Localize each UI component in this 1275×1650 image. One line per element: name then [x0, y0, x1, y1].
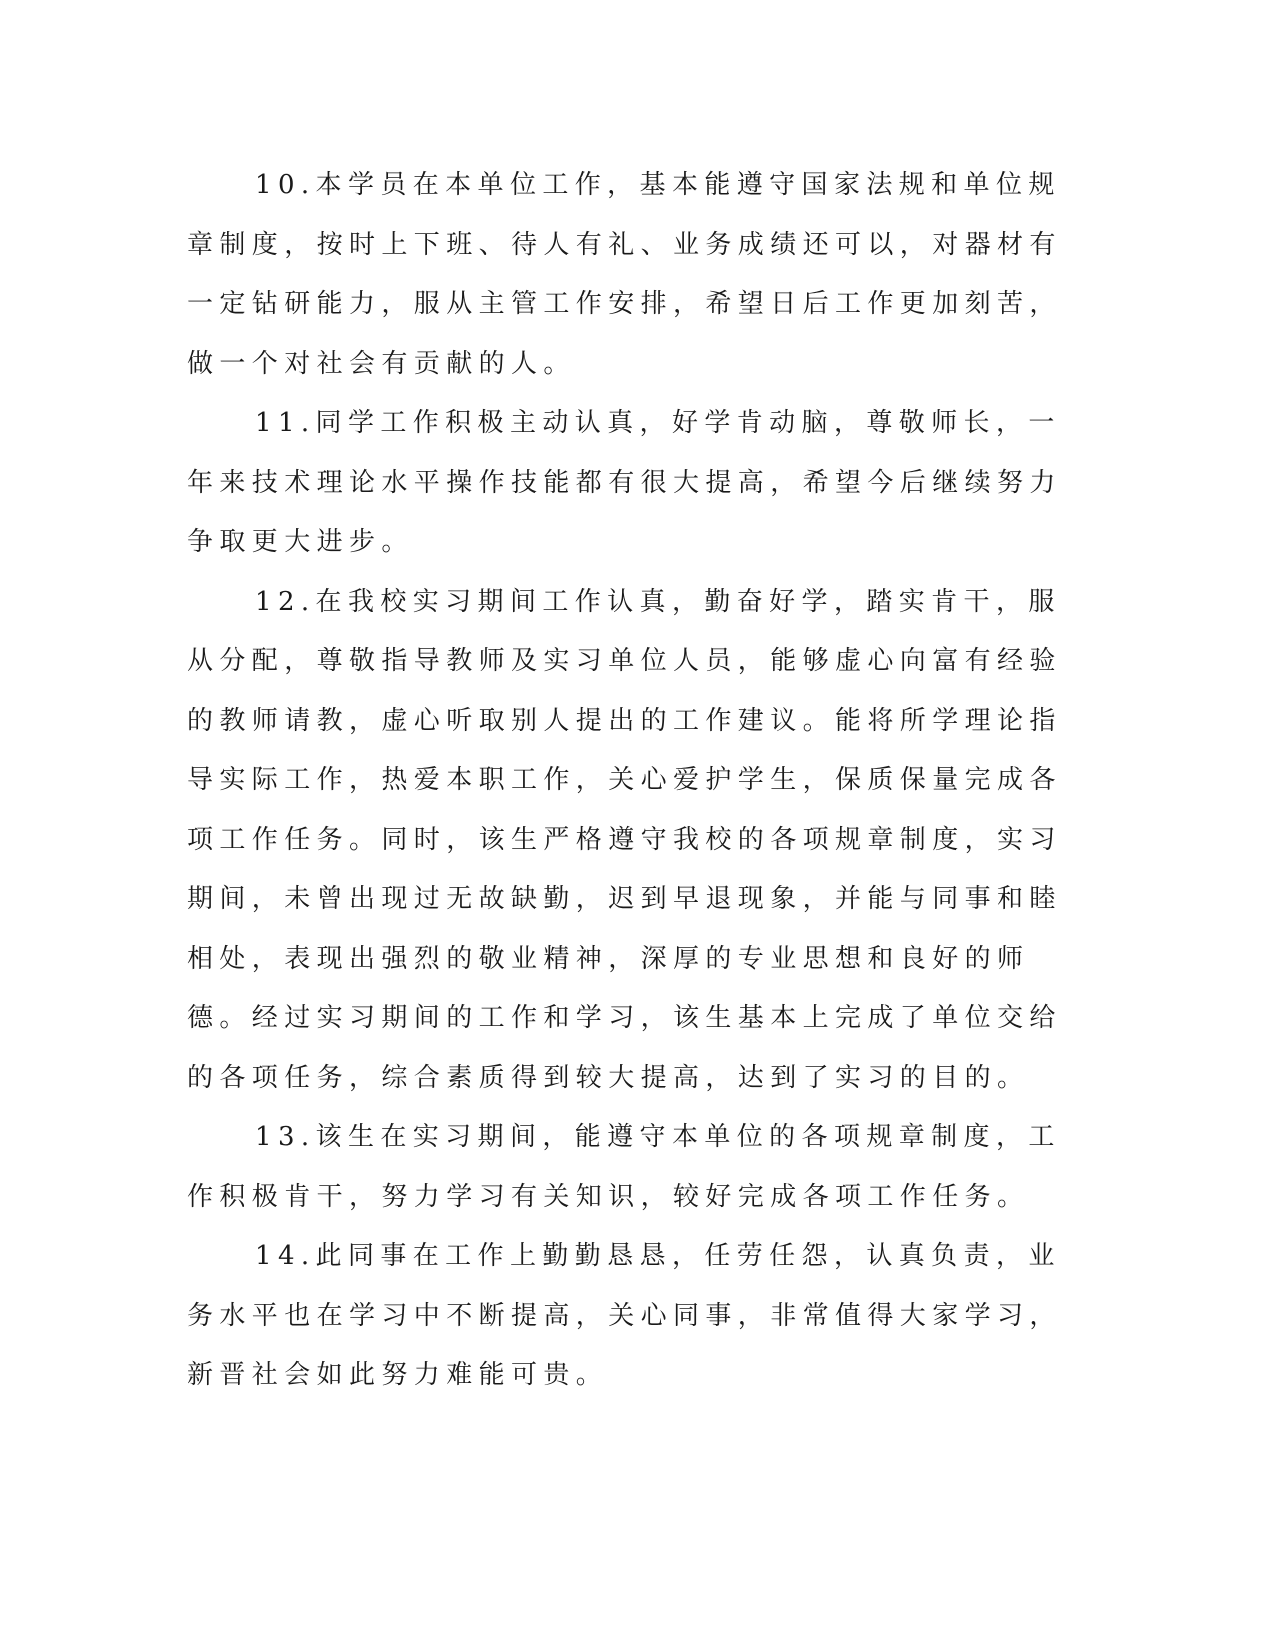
paragraph-10: 10.本学员在本单位工作，基本能遵守国家法规和单位规章制度，按时上下班、待人有礼、业务成绩还可以，对器材有一定钻研能力，服从主管工作安排，希望日后工作更加刻苦，做一个对社会有贡献的人。: [187, 170, 1062, 379]
document-body: [187, 156, 1067, 1406]
paragraph-11: 11.同学工作积极主动认真，好学肯动脑，尊敬师长，一年来技术理论水平操作技能都有很大提高，希望今后继续努力争取更大进步。: [187, 408, 1062, 557]
paragraph-13: 13.该生在实习期间，能遵守本单位的各项规章制度，工作积极肯干，努力学习有关知识，较好完成各项工作任务。: [187, 1122, 1061, 1212]
paragraph-14: 14.此同事在工作上勤勤恳恳，任劳任怨，认真负责，业务水平也在学习中不断提高，关心同事，非常值得大家学习，新晋社会如此努力难能可贵。: [187, 1241, 1062, 1390]
paragraph-12: 12.在我校实习期间工作认真，勤奋好学，踏实肯干，服从分配，尊敬指导教师及实习单位人员，能够虚心向富有经验的教师请教，虚心听取别人提出的工作建议。能将所学理论指导实际工作，热爱本职工作，关心爱护学生，保质保量完成各项工作任务。同时，该生严格遵守我校的各项规章制度，实习期间，未曾出现过无故缺勤，迟到早退现象，并能与同事和睦相处，表现出强烈的敬业精神，深厚的专业思想和良好的师德。经过实习期间的工作和学习，该生基本上完成了单位交给的各项任务，综合素质得到较大提高，达到了实习的目的。: [187, 586, 1062, 1093]
